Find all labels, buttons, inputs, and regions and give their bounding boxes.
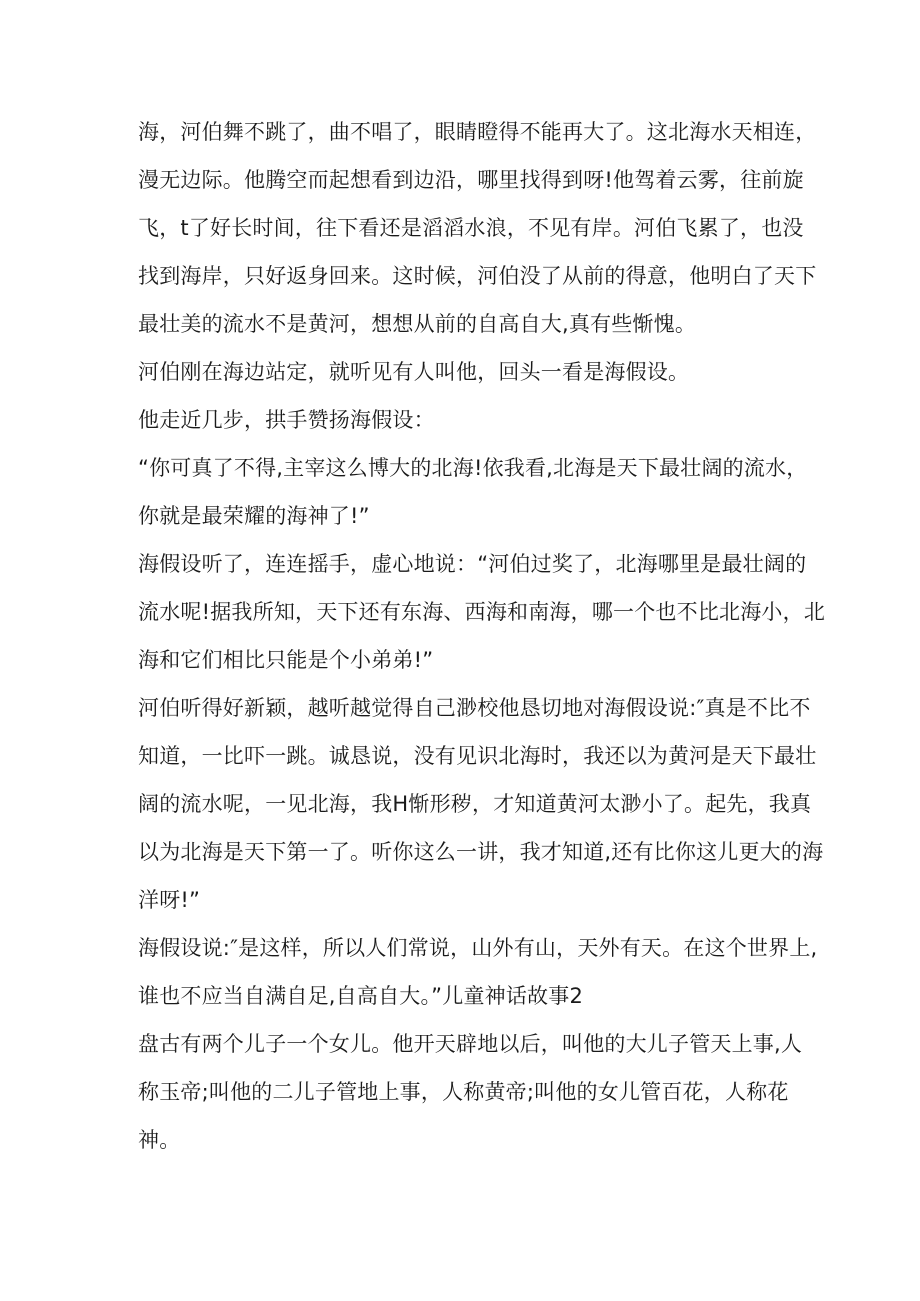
text-line: 神。 <box>138 1128 181 1152</box>
text-line: 洋呀!” <box>138 888 201 912</box>
text-line: 河伯听得好新颖，越听越觉得自己渺校他恳切地对海假设说:″真是不比不 <box>138 696 811 720</box>
text-line: 海和它们相比只能是个小弟弟!” <box>138 648 434 672</box>
text-line: 海假设说:″是这样，所以人们常说，山外有山，天外有天。在这个世界上, <box>138 936 818 960</box>
text-line: 流水呢!据我所知，天下还有东海、西海和南海，哪一个也不比北海小，北 <box>138 600 826 624</box>
text-line: “你可真了不得,主宰这么博大的北海!依我看,北海是天下最壮阔的流水， <box>138 456 808 480</box>
story-text <box>138 108 826 1164</box>
text-line: 海，河伯舞不跳了，曲不唱了，眼睛瞪得不能再大了。这北海水天相连， <box>138 120 817 144</box>
text-line: 以为北海是天下第一了。听你这么一讲，我才知道,还有比你这儿更大的海 <box>138 840 824 864</box>
text-line: 河伯刚在海边站定，就听见有人叫他，回头一看是海假设。 <box>138 360 690 384</box>
text-line: 盘古有两个儿子一个女儿。他开天辟地以后，叫他的大儿子管天上事,人 <box>138 1032 803 1056</box>
text-line: 你就是最荣耀的海神了!” <box>138 504 370 528</box>
text-line: 海假设听了，连连摇手，虚心地说：“河伯过奖了，北海哪里是最壮阔的 <box>138 552 807 576</box>
text-line: 知道，一比吓一跳。诚恳说，没有见识北海时，我还以为黄河是天下最壮 <box>138 744 817 768</box>
text-line: 找到海岸，只好返身回来。这时候，河伯没了从前的得意，他明白了天下 <box>138 264 817 288</box>
text-line: 称玉帝;叫他的二儿子管地上事，人称黄帝;叫他的女儿管百花，人称花 <box>138 1080 789 1104</box>
text-line: 谁也不应当自满自足,自高自大。”儿童神话故事2 <box>138 984 584 1008</box>
text-line: 最壮美的流水不是黄河，想想从前的自高自大,真有些惭愧。 <box>138 312 697 336</box>
text-line: 他走近几步，拱手赞扬海假设： <box>138 408 435 432</box>
text-line: 阔的流水呢，一见北海，我H惭形秽，才知道黄河太渺小了。起先，我真 <box>138 792 812 816</box>
text-line: 漫无边际。他腾空而起想看到边沿，哪里找得到呀!他驾着云雾，往前旋 <box>138 168 804 192</box>
text-line: 飞，t了好长时间，往下看还是滔滔水浪，不见有岸。河伯飞累了，也没 <box>138 216 804 240</box>
